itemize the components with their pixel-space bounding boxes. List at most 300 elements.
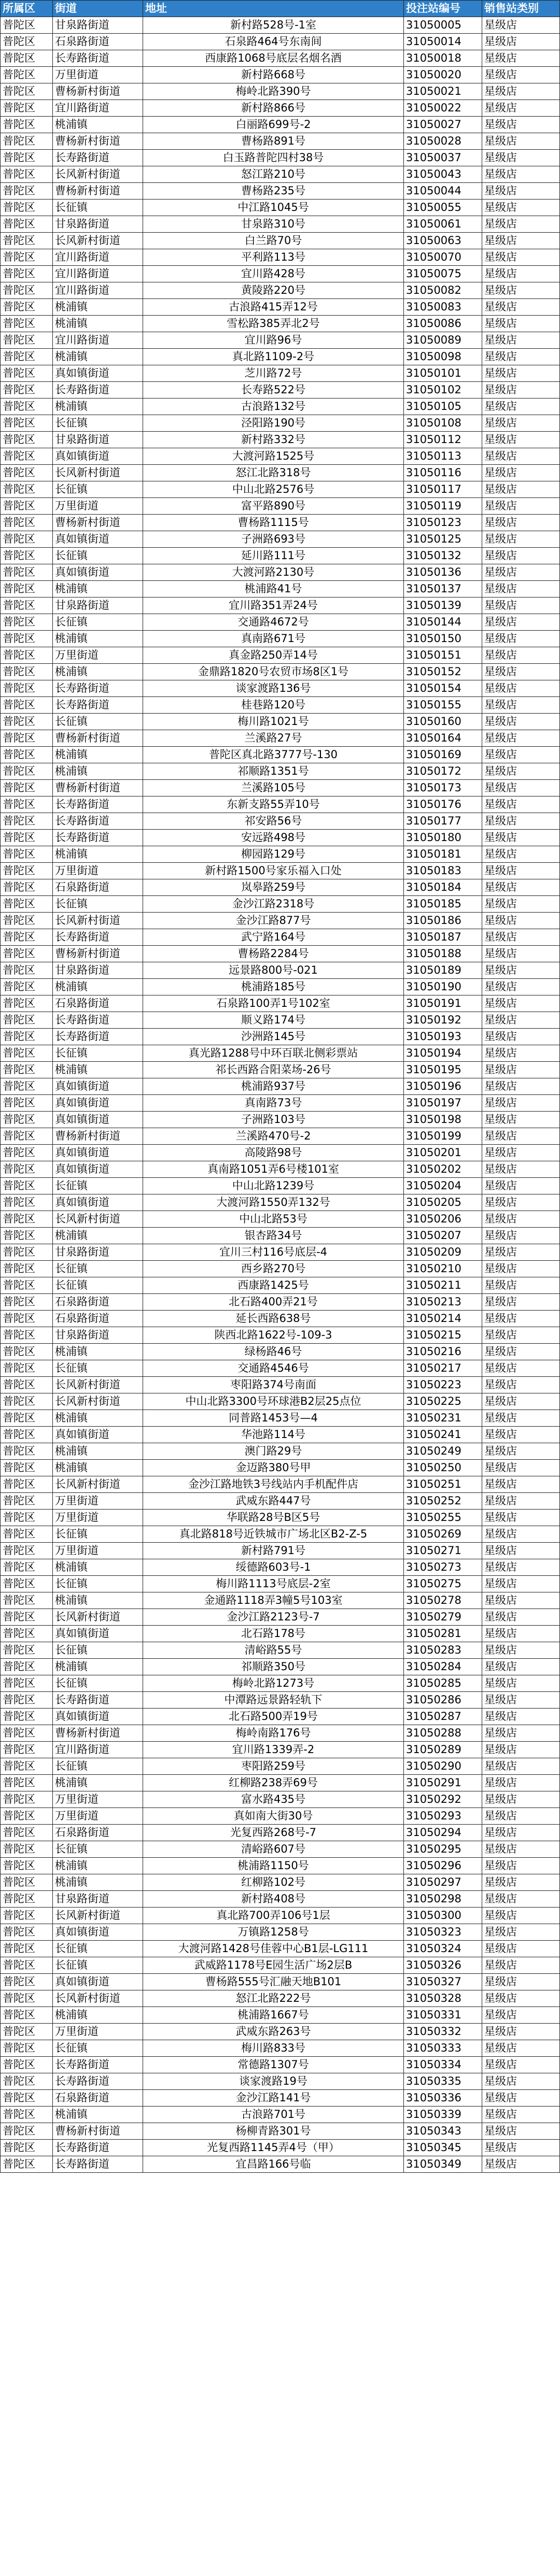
- cell-address: 西康路1068号底层名烟名酒: [143, 50, 404, 67]
- table-row: [1, 1576, 560, 1592]
- cell-address: 真北路818号近铁城市广场北区B2-Z-5: [143, 1526, 404, 1543]
- table-row: [1, 1161, 560, 1178]
- table-row: [1, 299, 560, 316]
- cell-station-id: 31050211: [404, 1277, 482, 1294]
- header-address: 地址: [143, 1, 404, 17]
- cell-station-id: 31050223: [404, 1377, 482, 1393]
- cell-district: 普陀区: [1, 979, 53, 995]
- cell-station-id: 31050185: [404, 896, 482, 913]
- cell-station-id: 31050020: [404, 67, 482, 83]
- cell-street: 桃浦镇: [53, 1344, 143, 1360]
- cell-category: 星级店: [482, 730, 560, 747]
- cell-district: 普陀区: [1, 1659, 53, 1675]
- cell-street: 曹杨新村街道: [53, 83, 143, 100]
- cell-address: 祁顺路350号: [143, 1659, 404, 1675]
- cell-street: 宜川路街道: [53, 100, 143, 117]
- cell-station-id: 31050169: [404, 747, 482, 763]
- cell-street: 真如镇街道: [53, 1427, 143, 1443]
- cell-category: 星级店: [482, 1990, 560, 2007]
- cell-street: 万里街道: [53, 1808, 143, 1825]
- cell-street: 桃浦镇: [53, 664, 143, 680]
- cell-station-id: 31050241: [404, 1427, 482, 1443]
- cell-district: 普陀区: [1, 1543, 53, 1559]
- cell-station-id: 31050005: [404, 17, 482, 34]
- cell-station-id: 31050177: [404, 813, 482, 830]
- cell-district: 普陀区: [1, 796, 53, 813]
- cell-station-id: 31050086: [404, 316, 482, 332]
- table-row: [1, 1725, 560, 1742]
- cell-street: 曹杨新村街道: [53, 780, 143, 796]
- table-row: [1, 631, 560, 647]
- cell-district: 普陀区: [1, 216, 53, 233]
- cell-street: 甘泉路街道: [53, 1244, 143, 1261]
- cell-address: 石泉路464号东南间: [143, 34, 404, 50]
- cell-station-id: 31050063: [404, 233, 482, 249]
- cell-station-id: 31050022: [404, 100, 482, 117]
- cell-station-id: 31050191: [404, 995, 482, 1012]
- cell-station-id: 31050123: [404, 515, 482, 531]
- cell-street: 宜川路街道: [53, 266, 143, 282]
- cell-district: 普陀区: [1, 2073, 53, 2090]
- cell-street: 甘泉路街道: [53, 432, 143, 448]
- cell-district: 普陀区: [1, 896, 53, 913]
- cell-district: 普陀区: [1, 664, 53, 680]
- cell-address: 北石路500弄19号: [143, 1709, 404, 1725]
- cell-category: 星级店: [482, 631, 560, 647]
- cell-district: 普陀区: [1, 150, 53, 166]
- cell-station-id: 31050137: [404, 581, 482, 597]
- table-row: [1, 316, 560, 332]
- cell-district: 普陀区: [1, 548, 53, 564]
- cell-street: 长寿路街道: [53, 2057, 143, 2073]
- table-row: [1, 531, 560, 548]
- cell-category: 星级店: [482, 1476, 560, 1493]
- cell-station-id: 31050014: [404, 34, 482, 50]
- table-row: [1, 2057, 560, 2073]
- cell-district: 普陀区: [1, 962, 53, 979]
- cell-address: 兰溪路27号: [143, 730, 404, 747]
- table-row: [1, 1178, 560, 1194]
- cell-street: 长征镇: [53, 1526, 143, 1543]
- cell-address: 绥德路603号-1: [143, 1559, 404, 1576]
- cell-station-id: 31050150: [404, 631, 482, 647]
- cell-category: 星级店: [482, 1559, 560, 1576]
- cell-district: 普陀区: [1, 780, 53, 796]
- table-row: [1, 1825, 560, 1841]
- cell-station-id: 31050281: [404, 1626, 482, 1642]
- cell-street: 万里街道: [53, 1543, 143, 1559]
- cell-district: 普陀区: [1, 1559, 53, 1576]
- cell-category: 星级店: [482, 266, 560, 282]
- cell-category: 星级店: [482, 1510, 560, 1526]
- cell-station-id: 31050204: [404, 1178, 482, 1194]
- header-station-id: 投注站编号: [404, 1, 482, 17]
- cell-station-id: 31050335: [404, 2073, 482, 2090]
- cell-address: 桃浦路185号: [143, 979, 404, 995]
- cell-category: 星级店: [482, 1775, 560, 1791]
- table-row: [1, 1045, 560, 1062]
- table-row: [1, 1095, 560, 1112]
- cell-address: 真如南大街30号: [143, 1808, 404, 1825]
- table-row: [1, 1626, 560, 1642]
- cell-district: 普陀区: [1, 1128, 53, 1145]
- table-row: [1, 2073, 560, 2090]
- cell-address: 桃浦路937号: [143, 1078, 404, 1095]
- table-row: [1, 1808, 560, 1825]
- cell-street: 曹杨新村街道: [53, 515, 143, 531]
- cell-street: 桃浦镇: [53, 979, 143, 995]
- cell-address: 宜昌路166号临: [143, 2156, 404, 2173]
- cell-category: 星级店: [482, 1228, 560, 1244]
- table-row: [1, 1012, 560, 1029]
- cell-street: 真如镇街道: [53, 1194, 143, 1211]
- cell-district: 普陀区: [1, 1709, 53, 1725]
- cell-category: 星级店: [482, 200, 560, 216]
- cell-station-id: 31050273: [404, 1559, 482, 1576]
- cell-street: 甘泉路街道: [53, 597, 143, 614]
- cell-category: 星级店: [482, 1858, 560, 1874]
- cell-district: 普陀区: [1, 813, 53, 830]
- cell-address: 真南路671号: [143, 631, 404, 647]
- cell-station-id: 31050332: [404, 2024, 482, 2040]
- cell-station-id: 31050152: [404, 664, 482, 680]
- cell-address: 金沙江路地铁3号线站内手机配件店: [143, 1476, 404, 1493]
- cell-category: 星级店: [482, 846, 560, 863]
- cell-category: 星级店: [482, 183, 560, 200]
- cell-street: 长寿路街道: [53, 796, 143, 813]
- cell-address: 远景路800号-021: [143, 962, 404, 979]
- cell-category: 星级店: [482, 1377, 560, 1393]
- cell-station-id: 31050196: [404, 1078, 482, 1095]
- cell-station-id: 31050125: [404, 531, 482, 548]
- cell-station-id: 31050108: [404, 415, 482, 432]
- cell-street: 长风新村街道: [53, 465, 143, 481]
- cell-address: 真南路1051弄6号楼101室: [143, 1161, 404, 1178]
- cell-street: 真如镇街道: [53, 1078, 143, 1095]
- cell-category: 星级店: [482, 1808, 560, 1825]
- cell-street: 桃浦镇: [53, 349, 143, 365]
- cell-district: 普陀区: [1, 846, 53, 863]
- table-row: [1, 1078, 560, 1095]
- cell-category: 星级店: [482, 796, 560, 813]
- cell-category: 星级店: [482, 1957, 560, 1974]
- table-row: [1, 747, 560, 763]
- table-row: [1, 282, 560, 299]
- cell-station-id: 31050172: [404, 763, 482, 780]
- cell-address: 新村路1500号家乐福入口处: [143, 863, 404, 879]
- cell-address: 华联路28号B区5号: [143, 1510, 404, 1526]
- cell-district: 普陀区: [1, 597, 53, 614]
- cell-district: 普陀区: [1, 1327, 53, 1344]
- cell-category: 星级店: [482, 465, 560, 481]
- table-row: [1, 1543, 560, 1559]
- cell-category: 星级店: [482, 1692, 560, 1709]
- cell-station-id: 31050278: [404, 1592, 482, 1609]
- cell-category: 星级店: [482, 332, 560, 349]
- cell-district: 普陀区: [1, 432, 53, 448]
- table-row: [1, 962, 560, 979]
- cell-station-id: 31050287: [404, 1709, 482, 1725]
- cell-station-id: 31050027: [404, 117, 482, 133]
- cell-category: 星级店: [482, 349, 560, 365]
- cell-station-id: 31050082: [404, 282, 482, 299]
- cell-address: 桃浦路1150号: [143, 1858, 404, 1874]
- cell-district: 普陀区: [1, 465, 53, 481]
- table-row: [1, 1609, 560, 1626]
- table-row: [1, 730, 560, 747]
- cell-address: 新村路332号: [143, 432, 404, 448]
- cell-street: 桃浦镇: [53, 117, 143, 133]
- cell-address: 沙洲路145号: [143, 1029, 404, 1045]
- cell-address: 金迈路380号甲: [143, 1460, 404, 1476]
- table-row: [1, 382, 560, 399]
- cell-street: 长风新村街道: [53, 233, 143, 249]
- cell-address: 岚皋路259号: [143, 879, 404, 896]
- cell-station-id: 31050292: [404, 1791, 482, 1808]
- cell-district: 普陀区: [1, 1841, 53, 1858]
- cell-station-id: 31050164: [404, 730, 482, 747]
- cell-street: 长寿路街道: [53, 382, 143, 399]
- cell-street: 真如镇街道: [53, 1161, 143, 1178]
- cell-address: 梅川路1021号: [143, 714, 404, 730]
- cell-category: 星级店: [482, 1626, 560, 1642]
- table-row: [1, 233, 560, 249]
- cell-address: 顺义路174号: [143, 1012, 404, 1029]
- header-row: [1, 1, 560, 17]
- cell-category: 星级店: [482, 1261, 560, 1277]
- table-row: [1, 1908, 560, 1924]
- cell-station-id: 31050296: [404, 1858, 482, 1874]
- cell-station-id: 31050289: [404, 1742, 482, 1758]
- cell-street: 桃浦镇: [53, 2107, 143, 2123]
- cell-station-id: 31050190: [404, 979, 482, 995]
- cell-station-id: 31050028: [404, 133, 482, 150]
- cell-district: 普陀区: [1, 266, 53, 282]
- cell-district: 普陀区: [1, 1924, 53, 1941]
- cell-address: 真光路1288号中环百联北侧彩票站: [143, 1045, 404, 1062]
- cell-address: 石泉路100弄1号102室: [143, 995, 404, 1012]
- cell-category: 星级店: [482, 50, 560, 67]
- cell-street: 长风新村街道: [53, 913, 143, 929]
- cell-district: 普陀区: [1, 1261, 53, 1277]
- cell-station-id: 31050075: [404, 266, 482, 282]
- table-body: [1, 17, 560, 2173]
- cell-address: 雪松路385弄北2号: [143, 316, 404, 332]
- cell-station-id: 31050186: [404, 913, 482, 929]
- cell-address: 谈家渡路136号: [143, 680, 404, 697]
- cell-district: 普陀区: [1, 647, 53, 664]
- cell-address: 宜川路96号: [143, 332, 404, 349]
- cell-station-id: 31050207: [404, 1228, 482, 1244]
- cell-address: 梅岭北路1273号: [143, 1675, 404, 1692]
- cell-street: 石泉路街道: [53, 2090, 143, 2107]
- cell-address: 宜川路1339弄-2: [143, 1742, 404, 1758]
- cell-category: 星级店: [482, 233, 560, 249]
- table-row: [1, 1592, 560, 1609]
- cell-station-id: 31050225: [404, 1393, 482, 1410]
- table-row: [1, 780, 560, 796]
- cell-address: 祁安路56号: [143, 813, 404, 830]
- cell-street: 万里街道: [53, 1510, 143, 1526]
- cell-address: 绿杨路46号: [143, 1344, 404, 1360]
- table-row: [1, 1791, 560, 1808]
- table-row: [1, 680, 560, 697]
- cell-district: 普陀区: [1, 50, 53, 67]
- table-row: [1, 1941, 560, 1957]
- cell-street: 万里街道: [53, 2024, 143, 2040]
- cell-station-id: 31050285: [404, 1675, 482, 1692]
- cell-district: 普陀区: [1, 2057, 53, 2073]
- cell-district: 普陀区: [1, 1526, 53, 1543]
- table-row: [1, 448, 560, 465]
- table-row: [1, 117, 560, 133]
- cell-address: 中山北路3300号环球港B2层25点位: [143, 1393, 404, 1410]
- cell-street: 曹杨新村街道: [53, 730, 143, 747]
- cell-street: 长征镇: [53, 714, 143, 730]
- table-row: [1, 465, 560, 481]
- cell-category: 星级店: [482, 1194, 560, 1211]
- cell-street: 曹杨新村街道: [53, 133, 143, 150]
- cell-category: 星级店: [482, 1062, 560, 1078]
- table-row: [1, 2040, 560, 2057]
- cell-street: 石泉路街道: [53, 1825, 143, 1841]
- cell-district: 普陀区: [1, 1145, 53, 1161]
- cell-category: 星级店: [482, 515, 560, 531]
- cell-category: 星级店: [482, 548, 560, 564]
- cell-station-id: 31050151: [404, 647, 482, 664]
- table-row: [1, 498, 560, 515]
- cell-district: 普陀区: [1, 2123, 53, 2140]
- cell-category: 星级店: [482, 1443, 560, 1460]
- table-row: [1, 1510, 560, 1526]
- cell-street: 长寿路街道: [53, 2140, 143, 2156]
- cell-district: 普陀区: [1, 1476, 53, 1493]
- cell-district: 普陀区: [1, 1427, 53, 1443]
- cell-street: 甘泉路街道: [53, 1327, 143, 1344]
- cell-district: 普陀区: [1, 1410, 53, 1427]
- cell-district: 普陀区: [1, 995, 53, 1012]
- cell-category: 星级店: [482, 1742, 560, 1758]
- cell-street: 长征镇: [53, 1675, 143, 1692]
- cell-category: 星级店: [482, 1277, 560, 1294]
- cell-category: 星级店: [482, 83, 560, 100]
- cell-address: 新村路528号-1室: [143, 17, 404, 34]
- table-row: [1, 1957, 560, 1974]
- cell-category: 星级店: [482, 1045, 560, 1062]
- table-row: [1, 830, 560, 846]
- cell-station-id: 31050089: [404, 332, 482, 349]
- cell-street: 长寿路街道: [53, 1012, 143, 1029]
- cell-category: 星级店: [482, 432, 560, 448]
- cell-category: 星级店: [482, 647, 560, 664]
- table-row: [1, 581, 560, 597]
- cell-category: 星级店: [482, 1675, 560, 1692]
- cell-category: 星级店: [482, 382, 560, 399]
- cell-category: 星级店: [482, 1112, 560, 1128]
- cell-station-id: 31050144: [404, 614, 482, 631]
- cell-district: 普陀区: [1, 946, 53, 962]
- cell-street: 真如镇街道: [53, 564, 143, 581]
- cell-district: 普陀区: [1, 1095, 53, 1112]
- cell-address: 西康路1425号: [143, 1277, 404, 1294]
- cell-category: 星级店: [482, 2107, 560, 2123]
- cell-street: 长风新村街道: [53, 1393, 143, 1410]
- cell-street: 宜川路街道: [53, 332, 143, 349]
- cell-district: 普陀区: [1, 166, 53, 183]
- cell-address: 中山北路53号: [143, 1211, 404, 1228]
- table-row: [1, 796, 560, 813]
- cell-street: 长寿路街道: [53, 150, 143, 166]
- cell-street: 桃浦镇: [53, 631, 143, 647]
- table-row: [1, 2156, 560, 2173]
- table-row: [1, 349, 560, 365]
- cell-address: 高陵路98号: [143, 1145, 404, 1161]
- cell-address: 桃浦路1667号: [143, 2007, 404, 2024]
- cell-address: 曹杨路235号: [143, 183, 404, 200]
- cell-station-id: 31050188: [404, 946, 482, 962]
- cell-category: 星级店: [482, 1758, 560, 1775]
- cell-district: 普陀区: [1, 282, 53, 299]
- cell-category: 星级店: [482, 1095, 560, 1112]
- cell-street: 长风新村街道: [53, 1990, 143, 2007]
- cell-district: 普陀区: [1, 879, 53, 896]
- cell-district: 普陀区: [1, 1161, 53, 1178]
- cell-district: 普陀区: [1, 730, 53, 747]
- cell-district: 普陀区: [1, 1443, 53, 1460]
- table-row: [1, 249, 560, 266]
- cell-address: 红柳路102号: [143, 1874, 404, 1891]
- cell-address: 富水路435号: [143, 1791, 404, 1808]
- table-row: [1, 1360, 560, 1377]
- cell-street: 长征镇: [53, 896, 143, 913]
- cell-station-id: 31050139: [404, 597, 482, 614]
- cell-station-id: 31050214: [404, 1311, 482, 1327]
- table-row: [1, 200, 560, 216]
- cell-district: 普陀区: [1, 763, 53, 780]
- cell-station-id: 31050198: [404, 1112, 482, 1128]
- cell-station-id: 31050037: [404, 150, 482, 166]
- cell-category: 星级店: [482, 913, 560, 929]
- cell-category: 星级店: [482, 2007, 560, 2024]
- cell-street: 真如镇街道: [53, 1974, 143, 1990]
- cell-district: 普陀区: [1, 1642, 53, 1659]
- cell-category: 星级店: [482, 1642, 560, 1659]
- table-row: [1, 2140, 560, 2156]
- cell-district: 普陀区: [1, 1344, 53, 1360]
- cell-district: 普陀区: [1, 17, 53, 34]
- cell-address: 大渡河路1428号佳蓉中心B1层-LG111: [143, 1941, 404, 1957]
- cell-station-id: 31050021: [404, 83, 482, 100]
- cell-category: 星级店: [482, 1543, 560, 1559]
- cell-station-id: 31050275: [404, 1576, 482, 1592]
- table-row: [1, 332, 560, 349]
- cell-category: 星级店: [482, 1609, 560, 1626]
- cell-station-id: 31050255: [404, 1510, 482, 1526]
- table-row: [1, 415, 560, 432]
- table-row: [1, 1709, 560, 1725]
- cell-street: 曹杨新村街道: [53, 1128, 143, 1145]
- cell-category: 星级店: [482, 316, 560, 332]
- cell-category: 星级店: [482, 1941, 560, 1957]
- cell-district: 普陀区: [1, 1775, 53, 1791]
- table-row: [1, 50, 560, 67]
- table-row: [1, 1493, 560, 1510]
- cell-street: 真如镇街道: [53, 448, 143, 465]
- cell-category: 星级店: [482, 1460, 560, 1476]
- cell-district: 普陀区: [1, 200, 53, 216]
- cell-district: 普陀区: [1, 913, 53, 929]
- cell-address: 新村路408号: [143, 1891, 404, 1908]
